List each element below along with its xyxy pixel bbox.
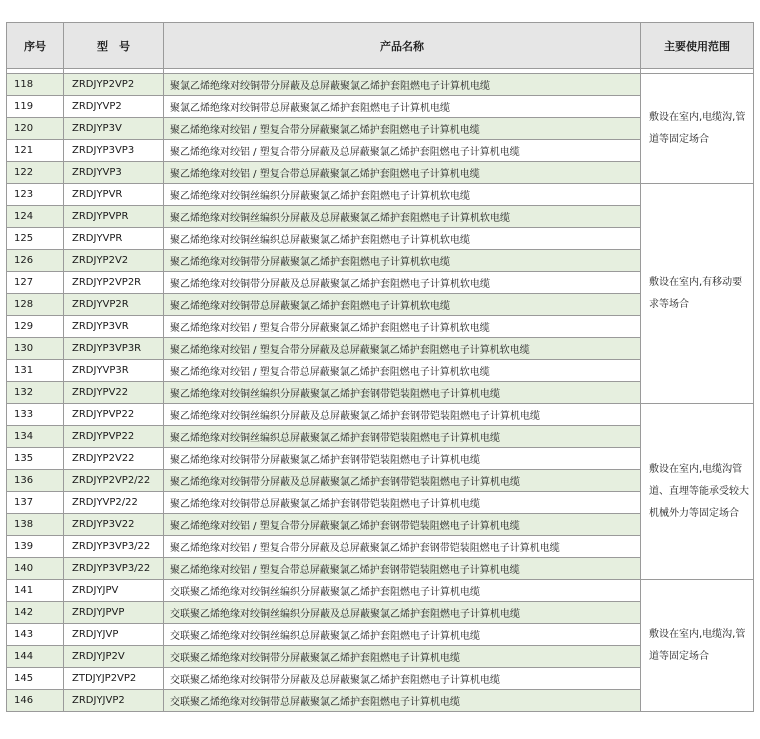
row-product-name: 聚乙烯绝缘对绞铝 / 塑复合带总屏蔽聚氯乙烯护套钢带铠装阻燃电子计算机电缆: [164, 558, 641, 580]
table-row: [7, 184, 754, 206]
row-number: 122: [7, 162, 64, 184]
row-product-name: 交联聚乙烯绝缘对绞铜丝编织总屏蔽聚氯乙烯护套阻燃电子计算机电缆: [164, 624, 641, 646]
row-model: ZRDJYPVPR: [64, 206, 164, 228]
row-model: ZRDJYP2VP2R: [64, 272, 164, 294]
row-product-name: 聚乙烯绝缘对绞铝 / 塑复合带分屏蔽及总屏蔽聚氯乙烯护套钢带铠装阻燃电子计算机电缆: [164, 536, 641, 558]
table-body: [7, 69, 754, 712]
row-product-name: 聚乙烯绝缘对绞铜丝编织分屏蔽聚氯乙烯护套钢带铠装阻燃电子计算机电缆: [164, 382, 641, 404]
row-number: 132: [7, 382, 64, 404]
row-number: 146: [7, 690, 64, 712]
row-product-name: 交联聚乙烯绝缘对绞铜带分屏蔽及总屏蔽聚氯乙烯护套阻燃电子计算机电缆: [164, 668, 641, 690]
row-number: 130: [7, 338, 64, 360]
row-model: ZRDJYP2VP2/22: [64, 470, 164, 492]
row-model: ZRDJYJPV: [64, 580, 164, 602]
row-number: 119: [7, 96, 64, 118]
row-model: ZRDJYP3VP3/22: [64, 536, 164, 558]
row-product-name: 交联聚乙烯绝缘对绞铜丝编织分屏蔽聚氯乙烯护套阻燃电子计算机电缆: [164, 580, 641, 602]
row-model: ZRDJYP3VP3R: [64, 338, 164, 360]
row-product-name: 聚乙烯绝缘对绞铜丝编织总屏蔽聚氯乙烯护套阻燃电子计算机软电缆: [164, 228, 641, 250]
row-product-name: 聚乙烯绝缘对绞铝 / 塑复合带分屏蔽聚氯乙烯护套阻燃电子计算机软电缆: [164, 316, 641, 338]
row-model: ZRDJYJVP2: [64, 690, 164, 712]
row-model: ZRDJYVP3R: [64, 360, 164, 382]
row-product-name: 聚乙烯绝缘对绞铝 / 塑复合带分屏蔽聚氯乙烯护套阻燃电子计算机电缆: [164, 118, 641, 140]
row-model: ZRDJYP3VP3: [64, 140, 164, 162]
row-number: 142: [7, 602, 64, 624]
row-number: 134: [7, 426, 64, 448]
row-product-name: 交联聚乙烯绝缘对绞铜带总屏蔽聚氯乙烯护套阻燃电子计算机电缆: [164, 690, 641, 712]
row-model: ZRDJYVP2/22: [64, 492, 164, 514]
row-number: 136: [7, 470, 64, 492]
header-name: 产品名称: [164, 23, 641, 69]
row-product-name: 聚氯乙烯绝缘对绞铜带总屏蔽聚氯乙烯护套阻燃电子计算机电缆: [164, 96, 641, 118]
row-product-name: 聚乙烯绝缘对绞铜丝编织分屏蔽及总屏蔽聚氯乙烯护套阻燃电子计算机软电缆: [164, 206, 641, 228]
row-product-name: 聚乙烯绝缘对绞铜带分屏蔽聚氯乙烯护套阻燃电子计算机软电缆: [164, 250, 641, 272]
row-model: ZRDJYP3V22: [64, 514, 164, 536]
table-row: [7, 74, 754, 96]
row-number: 135: [7, 448, 64, 470]
row-product-name: 聚乙烯绝缘对绞铝 / 塑复合带分屏蔽及总屏蔽聚氯乙烯护套阻燃电子计算机电缆: [164, 140, 641, 162]
row-product-name: 聚氯乙烯绝缘对绞铜带分屏蔽及总屏蔽聚氯乙烯护套阻燃电子计算机电缆: [164, 74, 641, 96]
header-usage: 主要使用范围: [641, 23, 754, 69]
row-number: 144: [7, 646, 64, 668]
row-number: 126: [7, 250, 64, 272]
usage-scope-cell: 敷设在室内,电缆沟,管道等固定场合: [641, 74, 754, 184]
row-number: 137: [7, 492, 64, 514]
header-model: 型 号: [64, 23, 164, 69]
row-model: ZRDJYPVP22: [64, 404, 164, 426]
row-product-name: 聚乙烯绝缘对绞铜带分屏蔽聚氯乙烯护套钢带铠装阻燃电子计算机电缆: [164, 448, 641, 470]
row-model: ZRDJYP2V2: [64, 250, 164, 272]
row-product-name: 聚乙烯绝缘对绞铝 / 塑复合带分屏蔽聚氯乙烯护套钢带铠装阻燃电子计算机电缆: [164, 514, 641, 536]
cable-spec-table: [6, 22, 754, 712]
row-model: ZRDJYP3VR: [64, 316, 164, 338]
row-product-name: 聚乙烯绝缘对绞铝 / 塑复合带总屏蔽聚氯乙烯护套阻燃电子计算机电缆: [164, 162, 641, 184]
row-number: 118: [7, 74, 64, 96]
table-header-row: [7, 23, 754, 69]
row-model: ZRDJYPV22: [64, 382, 164, 404]
row-model: ZRDJYVP2: [64, 96, 164, 118]
row-product-name: 交联聚乙烯绝缘对绞铜带分屏蔽聚氯乙烯护套阻燃电子计算机电缆: [164, 646, 641, 668]
row-product-name: 聚乙烯绝缘对绞铜丝编织分屏蔽聚氯乙烯护套阻燃电子计算机软电缆: [164, 184, 641, 206]
row-model: ZRDJYVP2R: [64, 294, 164, 316]
row-product-name: 聚乙烯绝缘对绞铜带总屏蔽聚氯乙烯护套阻燃电子计算机软电缆: [164, 294, 641, 316]
row-product-name: 聚乙烯绝缘对绞铜带分屏蔽及总屏蔽聚氯乙烯护套钢带铠装阻燃电子计算机电缆: [164, 470, 641, 492]
row-number: 120: [7, 118, 64, 140]
row-number: 139: [7, 536, 64, 558]
row-model: ZRDJYP2V22: [64, 448, 164, 470]
usage-scope-cell: 敷设在室内,电缆沟管道、直埋等能承受较大机械外力等固定场合: [641, 404, 754, 580]
row-model: ZRDJYJP2V: [64, 646, 164, 668]
row-model: ZRDJYPVR: [64, 184, 164, 206]
row-number: 127: [7, 272, 64, 294]
table-row: [7, 404, 754, 426]
row-product-name: 交联聚乙烯绝缘对绞铜丝编织分屏蔽及总屏蔽聚氯乙烯护套阻燃电子计算机电缆: [164, 602, 641, 624]
usage-scope-cell: 敷设在室内,有移动要求等场合: [641, 184, 754, 404]
row-number: 143: [7, 624, 64, 646]
row-number: 121: [7, 140, 64, 162]
row-product-name: 聚乙烯绝缘对绞铜带分屏蔽及总屏蔽聚氯乙烯护套阻燃电子计算机软电缆: [164, 272, 641, 294]
row-model: ZRDJYVP3: [64, 162, 164, 184]
row-number: 145: [7, 668, 64, 690]
usage-scope-cell: 敷设在室内,电缆沟,管道等固定场合: [641, 580, 754, 712]
row-product-name: 聚乙烯绝缘对绞铝 / 塑复合带分屏蔽及总屏蔽聚氯乙烯护套阻燃电子计算机软电缆: [164, 338, 641, 360]
row-model: ZTDJYJP2VP2: [64, 668, 164, 690]
row-product-name: 聚乙烯绝缘对绞铜丝编织分屏蔽及总屏蔽聚氯乙烯护套钢带铠装阻燃电子计算机电缆: [164, 404, 641, 426]
row-number: 129: [7, 316, 64, 338]
row-number: 123: [7, 184, 64, 206]
row-model: ZRDJYP3VP3/22: [64, 558, 164, 580]
row-number: 141: [7, 580, 64, 602]
row-product-name: 聚乙烯绝缘对绞铝 / 塑复合带总屏蔽聚氯乙烯护套阻燃电子计算机软电缆: [164, 360, 641, 382]
row-model: ZRDJYJPVP: [64, 602, 164, 624]
row-model: ZRDJYVPR: [64, 228, 164, 250]
row-number: 131: [7, 360, 64, 382]
row-number: 124: [7, 206, 64, 228]
row-number: 128: [7, 294, 64, 316]
row-number: 138: [7, 514, 64, 536]
row-model: ZRDJYP2VP2: [64, 74, 164, 96]
row-number: 140: [7, 558, 64, 580]
row-model: ZRDJYPVP22: [64, 426, 164, 448]
row-product-name: 聚乙烯绝缘对绞铜带总屏蔽聚氯乙烯护套钢带铠装阻燃电子计算机电缆: [164, 492, 641, 514]
row-model: ZRDJYJVP: [64, 624, 164, 646]
table-row: [7, 580, 754, 602]
header-no: 序号: [7, 23, 64, 69]
row-number: 133: [7, 404, 64, 426]
row-product-name: 聚乙烯绝缘对绞铜丝编织总屏蔽聚氯乙烯护套钢带铠装阻燃电子计算机电缆: [164, 426, 641, 448]
row-number: 125: [7, 228, 64, 250]
row-model: ZRDJYP3V: [64, 118, 164, 140]
